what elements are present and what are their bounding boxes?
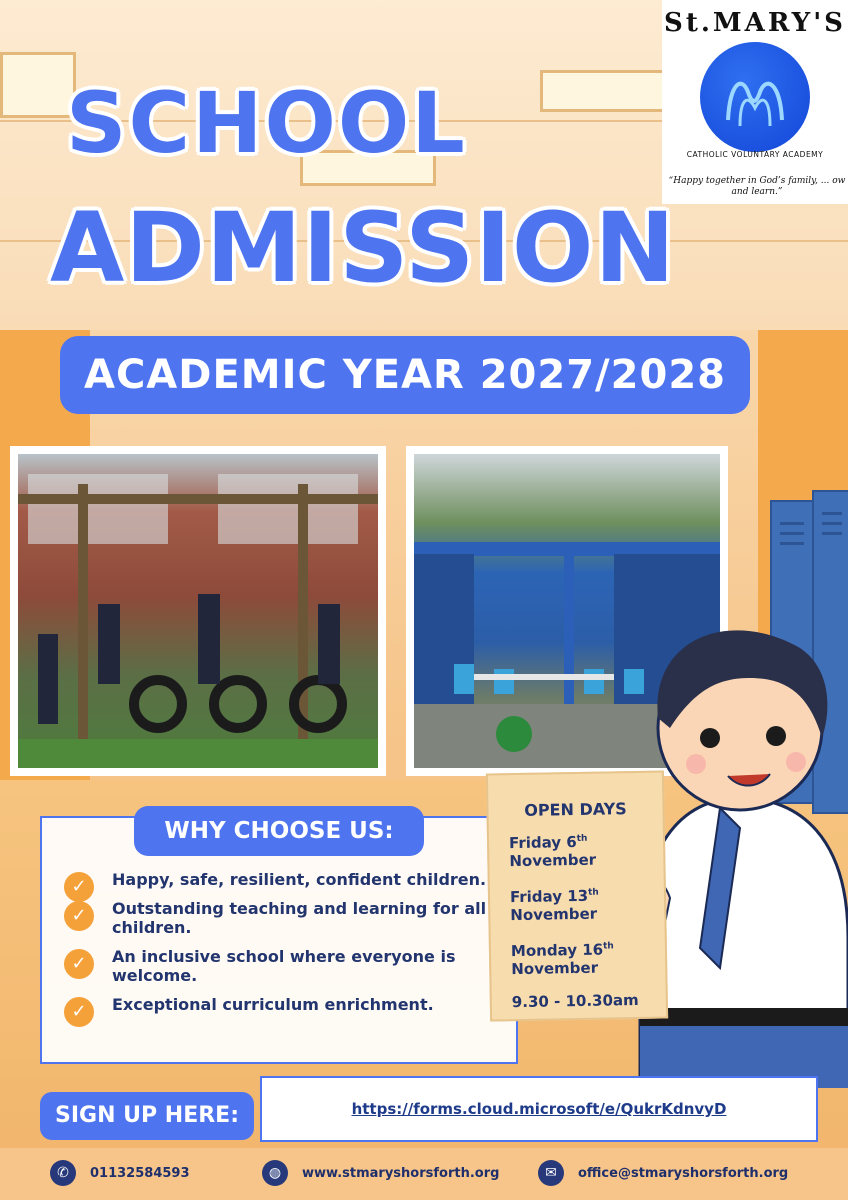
open-days-time: 9.30 - 10.30am <box>511 990 639 1012</box>
list-item: ✓ Exceptional curriculum enrichment. <box>64 995 504 1014</box>
why-choose-title: WHY CHOOSE US: <box>134 806 424 856</box>
signup-link[interactable]: https://forms.cloud.microsoft/e/QukrKdnvyD <box>351 1100 727 1118</box>
open-days-title: OPEN DAYS <box>524 799 627 820</box>
headline-school: SCHOOL <box>66 74 467 172</box>
ceiling-light <box>0 52 76 118</box>
logo-school-name: St.MARY'S <box>664 8 846 38</box>
playground-photo <box>18 454 378 768</box>
checkmark-icon: ✓ <box>64 949 94 979</box>
open-day-2: Friday 13th November <box>509 886 599 925</box>
logo-motto: “Happy together in God’s family, ... ow and learn.” <box>668 176 846 197</box>
phone-icon: ✆ <box>50 1160 76 1186</box>
checkmark-icon: ✓ <box>64 901 94 931</box>
list-item: ✓ Outstanding teaching and learning for all children. <box>64 899 504 937</box>
why-choose-list <box>64 870 504 1024</box>
open-day-3: Monday 16th November <box>510 940 614 979</box>
school-logo <box>662 0 848 204</box>
academic-year-banner: ACADEMIC YEAR 2027/2028 <box>60 336 750 414</box>
signup-label: SIGN UP HERE: <box>40 1092 254 1140</box>
email-contact <box>538 1160 788 1186</box>
logo-subtitle: CATHOLIC VOLUNTARY ACADEMY <box>686 150 824 159</box>
signup-link-box <box>260 1076 818 1142</box>
email-link[interactable]: office@stmaryshorsforth.org <box>578 1165 789 1181</box>
playground-photo-frame <box>10 446 386 776</box>
phone-contact <box>50 1160 190 1186</box>
website-link[interactable]: www.stmaryshorsforth.org <box>302 1165 500 1181</box>
email-icon: ✉ <box>538 1160 564 1186</box>
globe-icon: ◍ <box>262 1160 288 1186</box>
list-item: ✓ An inclusive school where everyone is welcome. <box>64 947 504 985</box>
checkmark-icon: ✓ <box>64 997 94 1027</box>
list-item: ✓ Happy, safe, resilient, confident children. <box>64 870 504 889</box>
ceiling-light <box>540 70 666 112</box>
headline-admission: ADMISSION <box>50 192 676 304</box>
website-contact <box>262 1160 499 1186</box>
logo-emblem-icon <box>700 42 810 152</box>
open-day-1: Friday 6th November <box>508 832 597 871</box>
phone-number[interactable]: 01132584593 <box>90 1165 190 1181</box>
checkmark-icon: ✓ <box>64 872 94 902</box>
open-days-card <box>486 770 668 1021</box>
